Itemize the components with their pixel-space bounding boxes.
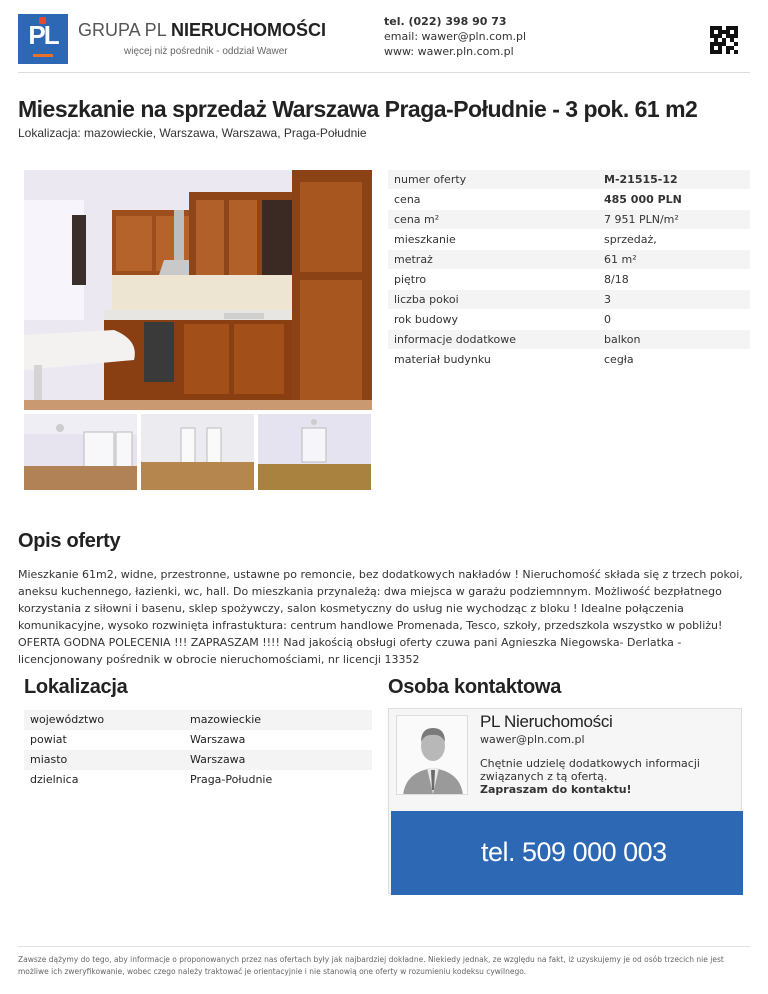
detail-key: cena m² (394, 213, 440, 226)
detail-value: balkon (604, 333, 641, 346)
detail-row (388, 210, 750, 230)
detail-row (388, 230, 750, 250)
detail-row (388, 350, 750, 370)
location-value: Warszawa (190, 753, 246, 766)
page-header (0, 0, 768, 72)
footer-divider (18, 946, 750, 947)
detail-value: 0 (604, 313, 611, 326)
offer-details-table (388, 170, 750, 370)
location-key: miasto (30, 753, 68, 766)
detail-key: rok budowy (394, 313, 459, 326)
location-row (24, 750, 372, 770)
qr-code-icon (710, 26, 738, 54)
location-key: dzielnica (30, 773, 79, 786)
location-value: mazowieckie (190, 713, 262, 726)
contact-phone-box[interactable] (391, 811, 743, 895)
detail-key: piętro (394, 273, 427, 286)
logo-pl-mark: PL (28, 20, 58, 50)
thumbnail-photo-1[interactable] (24, 414, 137, 490)
location-key: powiat (30, 733, 67, 746)
location-line: Lokalizacja: mazowieckie, Warszawa, Warszawa, Praga-Południe (18, 126, 367, 140)
header-email[interactable]: email: wawer@pln.com.pl (384, 30, 527, 43)
logo-bar (33, 54, 53, 57)
location-row (24, 730, 372, 750)
detail-key: numer oferty (394, 173, 467, 186)
header-www[interactable]: www: wawer.pln.com.pl (384, 45, 514, 58)
detail-key: metraż (394, 253, 433, 266)
header-divider (18, 72, 750, 73)
detail-value: 485 000 PLN (604, 193, 682, 206)
thumbnail-photo-3[interactable] (258, 414, 371, 490)
contact-phone[interactable]: tel. 509 000 003 (481, 837, 667, 867)
detail-key: mieszkanie (394, 233, 456, 246)
brand-tagline: więcej niż pośrednik - oddział Wawer (124, 46, 288, 57)
contact-heading: Osoba kontaktowa (388, 676, 562, 698)
detail-value: 61 m² (604, 253, 637, 266)
location-heading: Lokalizacja (24, 676, 128, 698)
detail-value: sprzedaż, (604, 233, 657, 246)
location-value: Warszawa (190, 733, 246, 746)
agent-name: PL Nieruchomości (480, 712, 613, 731)
header-contact (384, 14, 526, 59)
detail-row (388, 170, 750, 190)
location-row (24, 710, 372, 730)
description-heading: Opis oferty (18, 530, 121, 552)
detail-value: 7 951 PLN/m² (604, 213, 679, 226)
location-table (24, 710, 372, 790)
detail-value: M-21515-12 (604, 173, 678, 186)
location-value: Praga-Południe (190, 773, 273, 786)
agent-info-text: Chętnie udzielę dodatkowych informacji związanych z tą ofertą. (480, 757, 700, 783)
location-row (24, 770, 372, 790)
main-photo-kitchen[interactable] (24, 170, 372, 410)
detail-row (388, 270, 750, 290)
detail-value: 3 (604, 293, 611, 306)
detail-value: cegła (604, 353, 634, 366)
page-title: Mieszkanie na sprzedaż Warszawa Praga-Południe - 3 pok. 61 m2 (18, 96, 698, 122)
contact-card (388, 708, 742, 894)
agent-avatar (396, 715, 468, 795)
header-phone[interactable]: tel. (022) 398 90 73 (384, 15, 507, 28)
description-text: Mieszkanie 61m2, widne, przestronne, ustawne po remoncie, bez dodatkowych nakładów ! Nieruchomość składa się z trzech pokoi, aneksu kuchennego, łazienki, wc, hall. Do mieszkania przynależą: dwa miejsca w garażu podziemnnym. Możliwość bezpłatnego korzystania z siłowni i basenu, sklep spożywczy, salon kosmetyczny do usług nie wychodząc z bloku ! Idealne połączenia komunikacyjne, wysoko rozwinięta infrastuktura: centrum handlowe Promenada, Tesco, szkoły, przedszkola wszystko w pobliżu! OFERTA GODNA POLECENIA !!! ZAPRASZAM !!!! Nad jakością obsługi oferty czuwa pani Agnieszka Niegowska- Derlatka - licencjonowany pośrednik w obrocie nieruchomościami, nr licencji 13352 (18, 568, 743, 666)
brand-name: GRUPA PL NIERUCHOMOŚCI (78, 20, 327, 40)
detail-key: materiał budynku (394, 353, 491, 366)
detail-value: 8/18 (604, 273, 629, 286)
detail-row (388, 190, 750, 210)
detail-key: liczba pokoi (394, 293, 459, 306)
footer-disclaimer: Zawsze dążymy do tego, aby informacje o proponowanych przez nas ofertach były jak najbardziej dokładne. Niekiedy jednak, ze względu na fakt, iż uzyskujemy je od osób trzecich nie jest możliwe ich zweryfikowanie, wobec czego należy traktować je orientacyjnie i nie stanowią one oferty w rozumieniu kodeksu cywilnego. (18, 955, 724, 976)
detail-row (388, 330, 750, 350)
detail-row (388, 250, 750, 270)
agent-info-cta: Zapraszam do kontaktu! (480, 783, 632, 796)
detail-key: cena (394, 193, 421, 206)
company-logo[interactable] (18, 14, 68, 64)
detail-key: informacje dodatkowe (394, 333, 517, 346)
location-key: województwo (30, 713, 105, 726)
agent-info (480, 757, 730, 796)
detail-row (388, 310, 750, 330)
detail-row (388, 290, 750, 310)
thumbnail-photo-2[interactable] (141, 414, 254, 490)
agent-email[interactable]: wawer@pln.com.pl (480, 733, 585, 746)
